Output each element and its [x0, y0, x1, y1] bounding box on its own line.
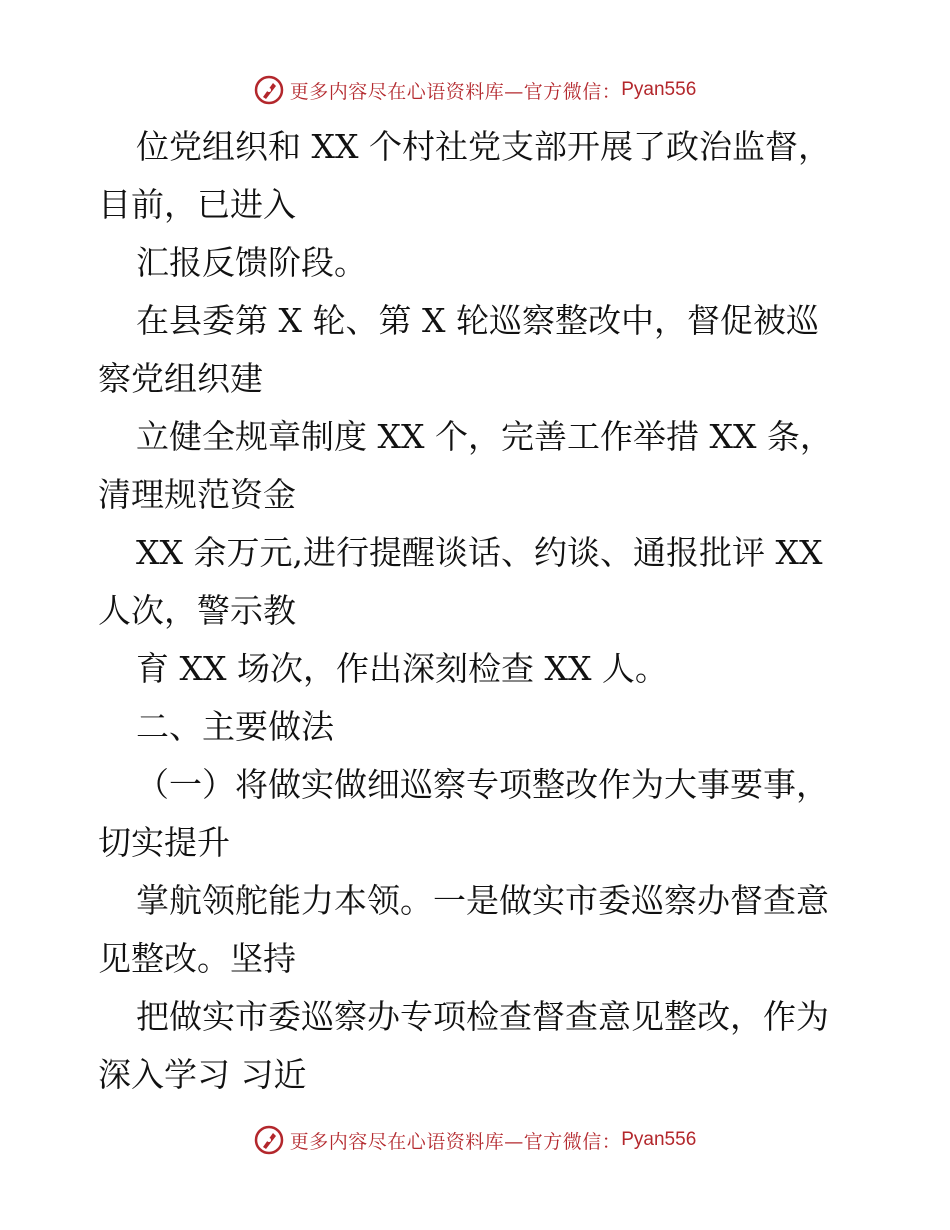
text-line: 掌航领舵能力本领。一是做实市委巡察办督查意: [136, 881, 829, 920]
text-line: 育 XX 场次，作出深刻检查 XX 人。: [136, 649, 668, 688]
watermark-account: Pyan556: [621, 79, 697, 100]
watermark-text: 更多内容尽在心语资料库—官方微信：: [289, 80, 622, 103]
text-line: 汇报反馈阶段。: [136, 243, 367, 282]
watermark-account: Pyan556: [621, 1129, 697, 1150]
pen-nib-logo-icon: [254, 75, 284, 105]
text-line: 位党组织和 XX 个村社党支部开展了政治监督，: [136, 127, 831, 166]
text-line: 深入学习 习近: [98, 1055, 307, 1094]
text-line: 见整改。坚持: [98, 939, 296, 978]
text-line: 人次，警示教: [98, 591, 296, 630]
text-line: 把做实市委巡察办专项检查督查意见整改，作为: [136, 997, 829, 1036]
text-line: 清理规范资金: [98, 475, 296, 514]
watermark-text: 更多内容尽在心语资料库—官方微信：: [289, 1130, 622, 1153]
text-line: 切实提升: [98, 823, 230, 862]
text-line: 在县委第 X 轮、第 X 轮巡察整改中，督促被巡: [136, 301, 819, 340]
text-line: 目前，已进入: [98, 185, 296, 224]
text-line: 察党组织建: [98, 359, 263, 398]
text-line: XX 余万元,进行提醒谈话、约谈、通报批评 XX: [136, 533, 823, 572]
text-line: 立健全规章制度 XX 个，完善工作举措 XX 条，: [136, 417, 833, 456]
pen-nib-logo-icon: [254, 1125, 284, 1155]
subsection-heading: （一）将做实做细巡察专项整改作为大事要事，: [136, 765, 829, 804]
header-watermark: [0, 70, 950, 110]
footer-watermark: [0, 1120, 950, 1160]
section-heading: 二、主要做法: [136, 707, 334, 746]
